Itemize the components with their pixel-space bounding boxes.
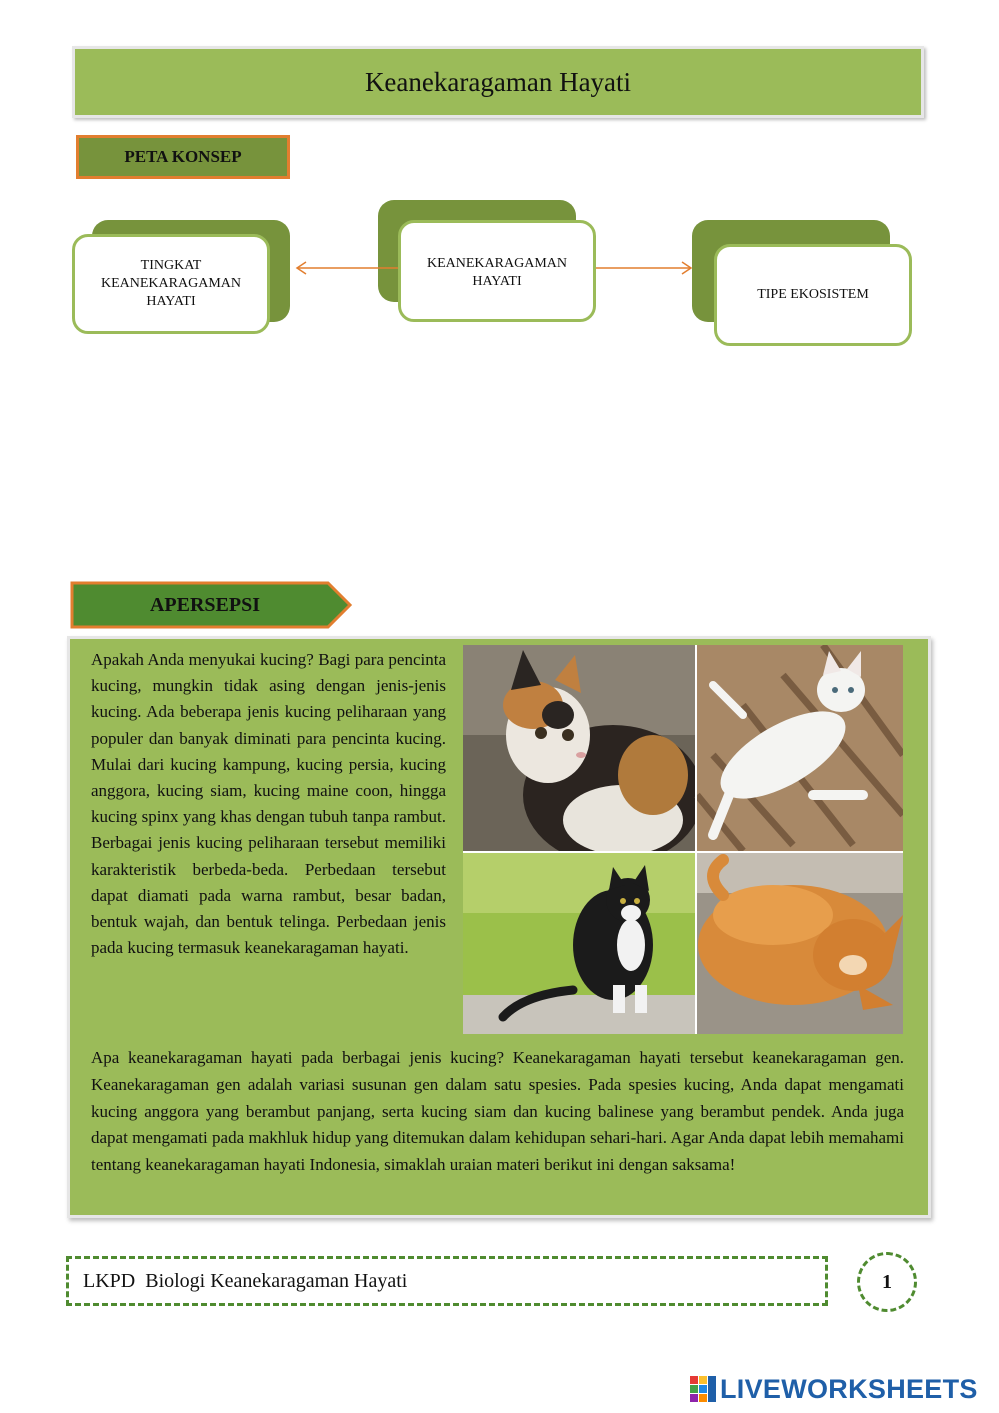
footer-label: LKPD Biologi Keanekaragaman Hayati [83,1269,408,1292]
page-title [72,46,924,118]
page-number: 1 [857,1252,917,1312]
arrow-to-left-icon [290,258,402,278]
liveworksheets-logo [690,1374,978,1404]
concept-node-right: TIPE EKOSISTEM [714,244,912,346]
cat-photo-collage [463,645,903,1034]
tuxedo-cat-photo [463,853,695,1034]
page-title-text: Keanekaragaman Hayati [364,66,632,97]
liveworksheets-wordmark: LIVEWORKSHEETS [720,1373,978,1404]
apersepsi-paragraph-2: Apa keanekaragaman hayati pada berbagai jenis kucing? Keanekaragaman hayati tersebut keanekaragaman gen. Keanekaragaman gen adalah variasi susunan gen dalam satu spesies. Pada spesies kucing, Anda dapat mengamati kucing anggora yang berambut panjang, serta kucing siam dan kucing balinese yang berambut pendek. Anda juga dapat mengamati pada makhluk hidup yang ditemukan dalam kehidupan sehari-hari. Agar Anda dapat lebih memahami tentang keanekaragaman hayati Indonesia, simaklah uraian materi berikut ini dengan saksama! [91,1048,904,1175]
apersepsi-paragraph-1: Apakah Anda menyukai kucing? Bagi para pencinta kucing, mungkin tidak asing dengan jenis-jenis kucing. Ada beberapa jenis kucing peliharaan yang populer dan banyak diminati para pencinta kucing. Mulai dari kucing kampung, kucing persia, kucing anggora, kucing siam, kucing maine coon, hingga kucing spinx yang khas dengan tubuh tanpa rambut. Berbagai jenis kucing peliharaan tersebut memiliki karakteristik berbeda-beda. Perbedaan tersebut dapat diamati pada warna rambut, besar badan, bentuk wajah, dan bentuk telinga. Perbedaan jenis pada kucing termasuk keanekaragaman hayati. [91,650,446,958]
white-cat-photo [697,645,903,851]
orange-cat-photo [697,853,903,1034]
liveworksheets-logo-icon [690,1376,716,1402]
concept-node-left: TINGKAT KEANEKARAGAMAN HAYATI [72,234,270,334]
apersepsi-label: APERSEPSI [149,593,261,616]
peta-konsep-label: PETA KONSEP [76,135,290,179]
concept-node-center: KEANEKARAGAMAN HAYATI [398,220,596,322]
arrow-to-right-icon [594,258,694,278]
calico-cat-photo [463,645,703,865]
footer-label-box [66,1256,828,1306]
